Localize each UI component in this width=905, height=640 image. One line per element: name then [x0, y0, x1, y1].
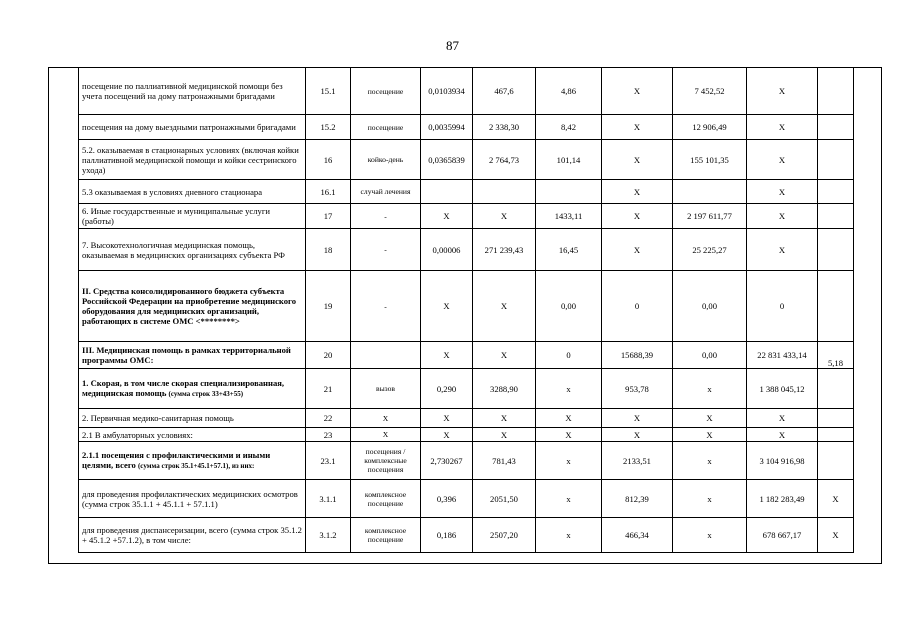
cell: 0	[536, 342, 602, 369]
table-row	[79, 428, 854, 442]
cell: 0	[747, 271, 818, 342]
cell	[818, 68, 854, 115]
cell: Х	[421, 428, 473, 442]
cell: Х	[421, 342, 473, 369]
cell: 155 101,35	[673, 140, 747, 180]
cell: Х	[747, 409, 818, 428]
cell: Х	[602, 204, 673, 229]
cell: Х	[818, 480, 854, 518]
row-name: посещения на дому выездными патронажными бригадами	[79, 115, 306, 140]
cell: 2,730267	[421, 442, 473, 480]
row-unit: посещения / комплексные посещения	[351, 442, 421, 480]
row-name: 5.3 оказываемая в условиях дневного стационара	[79, 180, 306, 204]
cell: Х	[747, 115, 818, 140]
cell: Х	[473, 271, 536, 342]
row-name-main: 1. Скорая, в том числе скорая специализированная, медицинская помощь	[82, 378, 285, 398]
cell: Х	[747, 204, 818, 229]
cell: 0,00006	[421, 229, 473, 271]
table-row	[79, 369, 854, 409]
cell: 0,00	[673, 342, 747, 369]
table-row	[79, 271, 854, 342]
cell: Х	[747, 428, 818, 442]
cell: 0,0035994	[421, 115, 473, 140]
cell: 467,6	[473, 68, 536, 115]
table-row	[79, 204, 854, 229]
cell: 466,34	[602, 518, 673, 553]
cell: 271 239,43	[473, 229, 536, 271]
row-number: 23	[306, 428, 351, 442]
row-name: II. Средства консолидированного бюджета субъекта Российской Федерации на приобретение медицинского оборудования для медицинских организаций, работающих в системе ОМС <********>	[79, 271, 306, 342]
row-number: 23.1	[306, 442, 351, 480]
cell: Х	[673, 428, 747, 442]
cell: 3 104 916,98	[747, 442, 818, 480]
cell: Х	[818, 518, 854, 553]
cell: Х	[747, 229, 818, 271]
row-name: для проведения диспансеризации, всего (сумма строк 35.1.2 + 45.1.2 +57.1.2), в том числе:	[79, 518, 306, 553]
row-name-suffix: (сумма строк 35.1+45.1+57.1), из них:	[137, 462, 255, 470]
row-number: 20	[306, 342, 351, 369]
row-number: 16	[306, 140, 351, 180]
cell: 1 388 045,12	[747, 369, 818, 409]
cell: х	[673, 518, 747, 553]
cell: х	[673, 480, 747, 518]
cell	[536, 180, 602, 204]
row-number: 22	[306, 409, 351, 428]
row-name: 2.1 В амбулаторных условиях:	[79, 428, 306, 442]
cell: 25 225,27	[673, 229, 747, 271]
row-name: 2. Первичная медико-санитарная помощь	[79, 409, 306, 428]
cell: 8,42	[536, 115, 602, 140]
row-name: 5.2. оказываемая в стационарных условиях (включая койки паллиативной медицинской помощи и койки сестринского ухода)	[79, 140, 306, 180]
row-name	[79, 442, 306, 480]
cell: 1 182 283,49	[747, 480, 818, 518]
row-unit: койко-день	[351, 140, 421, 180]
cell: 2051,50	[473, 480, 536, 518]
cell: 101,14	[536, 140, 602, 180]
cell: 0,0103934	[421, 68, 473, 115]
cell	[818, 229, 854, 271]
cell: 0,00	[673, 271, 747, 342]
cell	[818, 442, 854, 480]
cell	[818, 115, 854, 140]
table-row	[79, 480, 854, 518]
cell	[818, 204, 854, 229]
cell: Х	[421, 204, 473, 229]
cell: Х	[602, 180, 673, 204]
row-name: 7. Высокотехнологичная медицинская помощь, оказываемая в медицинских организациях субъекта РФ	[79, 229, 306, 271]
cell	[818, 409, 854, 428]
table-row	[79, 180, 854, 204]
cell: 781,43	[473, 442, 536, 480]
cell: Х	[473, 204, 536, 229]
cell: 953,78	[602, 369, 673, 409]
cell: 812,39	[602, 480, 673, 518]
table-row	[79, 115, 854, 140]
table-row	[79, 409, 854, 428]
cell: Х	[473, 428, 536, 442]
cell	[818, 428, 854, 442]
cell: 2133,51	[602, 442, 673, 480]
row-name: III. Медицинская помощь в рамках территориальной программы ОМС:	[79, 342, 306, 369]
row-unit: посещение	[351, 115, 421, 140]
row-unit: -	[351, 204, 421, 229]
row-name	[79, 369, 306, 409]
row-number: 3.1.2	[306, 518, 351, 553]
cell	[673, 180, 747, 204]
table-row	[79, 342, 854, 369]
row-unit: комплексное посещение	[351, 480, 421, 518]
cell: 3288,90	[473, 369, 536, 409]
cell: Х	[673, 409, 747, 428]
cell: 0,00	[536, 271, 602, 342]
cell: 22 831 433,14	[747, 342, 818, 369]
cell: Х	[747, 180, 818, 204]
table-row	[79, 229, 854, 271]
cell: 2 197 611,77	[673, 204, 747, 229]
cell: Х	[536, 428, 602, 442]
cell: 0,396	[421, 480, 473, 518]
cell: Х	[602, 68, 673, 115]
row-unit: посещение	[351, 68, 421, 115]
cell: х	[536, 518, 602, 553]
row-unit: комплексное посещение	[351, 518, 421, 553]
row-unit: -	[351, 229, 421, 271]
row-unit: вызов	[351, 369, 421, 409]
cell: Х	[421, 271, 473, 342]
row-number: 3.1.1	[306, 480, 351, 518]
row-name-main: 2.1.1 посещения с профилактическими и иными целями, всего	[82, 450, 271, 470]
cell: Х	[602, 115, 673, 140]
row-number: 18	[306, 229, 351, 271]
row-unit	[351, 342, 421, 369]
table-row	[79, 442, 854, 480]
cell: 5,18	[818, 342, 854, 369]
table-row	[79, 68, 854, 115]
cell: х	[673, 369, 747, 409]
cell: 2 764,73	[473, 140, 536, 180]
cell: Х	[602, 140, 673, 180]
cell: 0,186	[421, 518, 473, 553]
row-name-suffix: (сумма строк 33+43+55)	[168, 390, 244, 398]
table-row	[79, 518, 854, 553]
cell: 4,86	[536, 68, 602, 115]
row-number: 15.2	[306, 115, 351, 140]
row-name: 6. Иные государственные и муниципальные услуги (работы)	[79, 204, 306, 229]
cell: 678 667,17	[747, 518, 818, 553]
cell	[818, 271, 854, 342]
cell: Х	[536, 409, 602, 428]
row-unit: случай лечения	[351, 180, 421, 204]
page-number: 87	[446, 38, 459, 53]
cell	[818, 180, 854, 204]
cell: 0,0365839	[421, 140, 473, 180]
cell: 1433,11	[536, 204, 602, 229]
cell: х	[673, 442, 747, 480]
row-number: 21	[306, 369, 351, 409]
cell: Х	[421, 409, 473, 428]
cell: Х	[602, 409, 673, 428]
row-unit: -	[351, 271, 421, 342]
cell: 15688,39	[602, 342, 673, 369]
row-number: 16.1	[306, 180, 351, 204]
cell: 0	[602, 271, 673, 342]
table-row	[79, 140, 854, 180]
cell: Х	[602, 428, 673, 442]
cell: х	[536, 369, 602, 409]
cell	[421, 180, 473, 204]
row-unit: Х	[351, 409, 421, 428]
cell: Х	[747, 140, 818, 180]
cell: Х	[473, 342, 536, 369]
cell: 2 338,30	[473, 115, 536, 140]
row-unit: Х	[351, 428, 421, 442]
cell: 16,45	[536, 229, 602, 271]
cell: х	[536, 442, 602, 480]
row-number: 17	[306, 204, 351, 229]
cell	[473, 180, 536, 204]
cell: Х	[473, 409, 536, 428]
cell	[818, 140, 854, 180]
cell: Х	[747, 68, 818, 115]
row-name: посещение по паллиативной медицинской помощи без учета посещений на дому патронажными бригадами	[79, 68, 306, 115]
cell: 0,290	[421, 369, 473, 409]
cell: Х	[602, 229, 673, 271]
row-number: 19	[306, 271, 351, 342]
data-table	[78, 67, 854, 553]
cell: 2507,20	[473, 518, 536, 553]
cell: 12 906,49	[673, 115, 747, 140]
row-name: для проведения профилактических медицинских осмотров (сумма строк 35.1.1 + 45.1.1 + 57.1.1)	[79, 480, 306, 518]
cell	[818, 369, 854, 409]
row-number: 15.1	[306, 68, 351, 115]
cell: х	[536, 480, 602, 518]
cell: 7 452,52	[673, 68, 747, 115]
